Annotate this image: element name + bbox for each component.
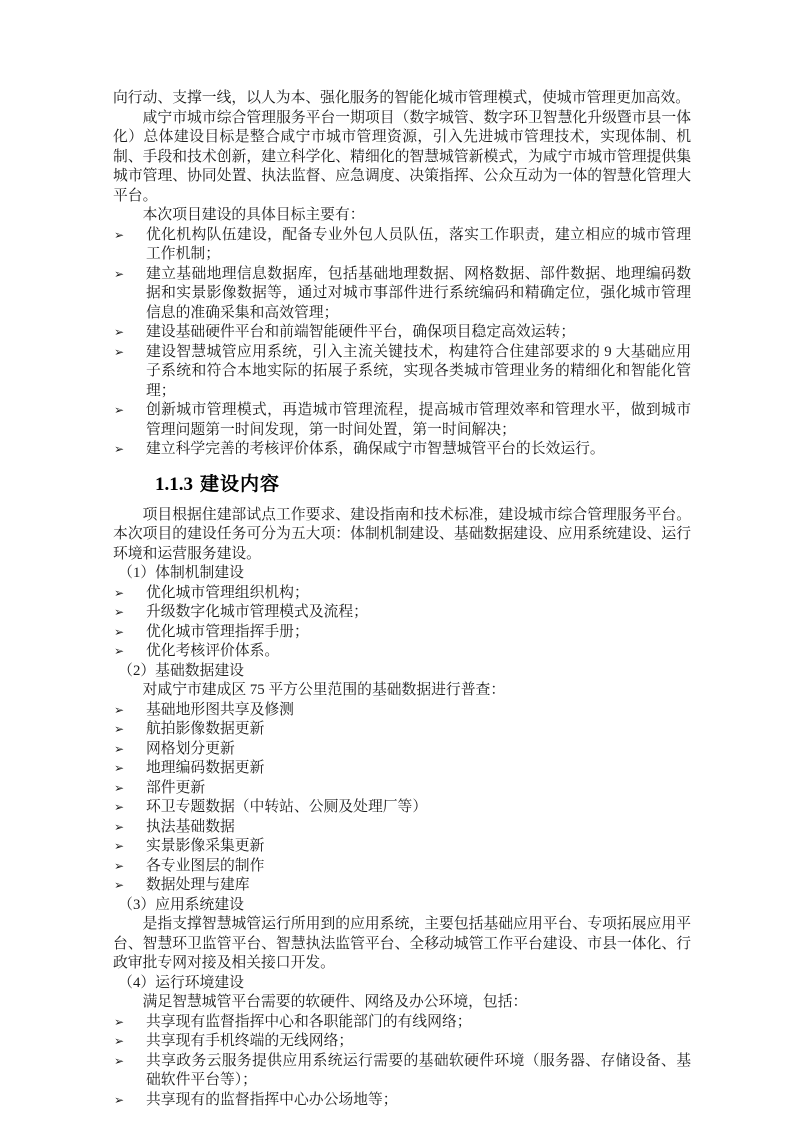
- list-item-text: 优化城市管理组织机构；: [146, 584, 309, 601]
- list-item: [113, 1013, 691, 1033]
- list-item: [113, 720, 691, 740]
- list-item: [113, 623, 691, 643]
- list-item-text: 优化城市管理指挥手册；: [146, 623, 309, 640]
- list-item-text: 建设智慧城管应用系统，引入主流关键技术，构建符合住建部要求的 9 大基础应用子系统和符合本地实际的拓展子系统，实现各类城市管理业务的精细化和智能化管理；: [146, 343, 691, 399]
- list-item: [113, 265, 691, 324]
- body-paragraph: 咸宁市城市综合管理服务平台一期项目（数字城管、数字环卫智慧化升级暨市县一体化）总体建设目标是整合咸宁市城市管理资源，引入先进城市管理技术，实现体制、机制、手段和技术创新，建立科学化、精细化的智慧城管新模式，为咸宁市城市管理提供集城市管理、协同处置、执法监督、应急调度、决策指挥、公众互动为一体的智慧化管理大平台。: [113, 109, 691, 204]
- list-item: [113, 740, 691, 760]
- body-paragraph: 向行动、支撑一线，以人为本、强化服务的智能化城市管理模式，使城市管理更加高效。: [113, 90, 691, 106]
- list-item-text: 共享现有的监督指挥中心办公场地等；: [146, 1091, 398, 1108]
- bullet-arrow-icon: ➢: [114, 722, 125, 736]
- bullet-arrow-icon: ➢: [114, 624, 125, 639]
- section-heading-number: 1.1.3: [155, 473, 193, 495]
- bullet-arrow-icon: ➢: [114, 819, 125, 834]
- list-item-text: 网格划分更新: [146, 740, 235, 757]
- list-item-text: 优化机构队伍建设，配备专业外包人员队伍，落实工作职责，建立相应的城市管理工作机制；: [146, 226, 691, 262]
- list-item: [113, 323, 691, 343]
- list-item-text: 实景影像采集更新: [146, 838, 265, 854]
- list-item-text: 航拍影像数据更新: [146, 721, 265, 737]
- subsection-label: （3）应用系统建设: [118, 896, 244, 913]
- list-item-text: 地理编码数据更新: [146, 760, 265, 776]
- list-item: [113, 1091, 691, 1111]
- body-paragraph: 本次项目建设的具体目标主要有：: [142, 207, 365, 223]
- list-item: [113, 701, 691, 721]
- section-heading-title: 建设内容: [200, 473, 281, 495]
- list-item: [113, 857, 691, 877]
- bullet-arrow-icon: ➢: [114, 761, 125, 775]
- list-item-text: 建设基础硬件平台和前端智能硬件平台，确保项目稳定高效运转；: [146, 324, 576, 340]
- list-item-text: 执法基础数据: [146, 818, 235, 835]
- bullet-arrow-icon: ➢: [114, 1092, 125, 1107]
- list-item-text: 创新城市管理模式，再造城市管理流程，提高城市管理效率和管理水平，做到城市管理问题第一时间发现，第一时间处置，第一时间解决；: [146, 402, 691, 438]
- bullet-arrow-icon: ➢: [114, 878, 125, 892]
- bullet-arrow-icon: ➢: [114, 780, 125, 795]
- list-item-text: 环卫专题数据（中转站、公厕及处理厂等）: [146, 799, 428, 815]
- list-item: [113, 818, 691, 838]
- list-item-text: 共享政务云服务提供应用系统运行需要的基础软硬件环境（服务器、存储设备、基础软件平台等）；: [146, 1052, 691, 1088]
- bullet-arrow-icon: ➢: [114, 741, 125, 756]
- list-item-text: 各专业图层的制作: [146, 857, 265, 874]
- list-item-text: 数据处理与建库: [146, 877, 250, 893]
- bullet-arrow-icon: ➢: [114, 344, 125, 359]
- bullet-arrow-icon: ➢: [114, 1014, 125, 1029]
- bullet-arrow-icon: ➢: [114, 442, 125, 456]
- list-item-text: 部件更新: [146, 779, 206, 796]
- bullet-arrow-icon: ➢: [114, 702, 125, 717]
- bullet-arrow-icon: ➢: [114, 858, 125, 873]
- list-item-text: 优化考核评价体系。: [146, 643, 280, 659]
- body-paragraph: 满足智慧城管平台需要的软硬件、网络及办公环境，包括：: [142, 994, 528, 1010]
- list-item: [113, 876, 691, 896]
- list-item: [113, 1032, 691, 1052]
- list-item: [113, 837, 691, 857]
- list-item: [113, 1052, 691, 1091]
- list-item: [113, 798, 691, 818]
- bullet-arrow-icon: ➢: [114, 585, 125, 600]
- bullet-arrow-icon: ➢: [114, 403, 125, 417]
- list-item: [113, 603, 691, 623]
- bullet-arrow-icon: ➢: [114, 800, 125, 814]
- bullet-arrow-icon: ➢: [114, 605, 125, 619]
- list-item-text: 共享现有手机终端的无线网络；: [146, 1033, 354, 1049]
- body-paragraph: 项目根据住建部试点工作要求、建设指南和技术标准，建设城市综合管理服务平台。本次项目的建设任务可分为五大项：体制机制建设、基础数据建设、应用系统建设、运行环境和运营服务建设。: [113, 506, 691, 562]
- list-item: [113, 401, 691, 440]
- bullet-arrow-icon: ➢: [114, 644, 125, 658]
- list-item: [113, 779, 691, 799]
- list-item: [113, 584, 691, 604]
- list-item-text: 共享现有监督指挥中心和各职能部门的有线网络；: [146, 1013, 472, 1030]
- bullet-arrow-icon: ➢: [114, 227, 125, 242]
- bullet-arrow-icon: ➢: [114, 839, 125, 853]
- list-item: [113, 226, 691, 265]
- list-item: [113, 343, 691, 402]
- section-heading: [155, 473, 691, 497]
- body-paragraph: 是指支撑智慧城管运行所用到的应用系统，主要包括基础应用平台、专项拓展应用平台、智慧环卫监管平台、智慧执法监管平台、全移动城管工作平台建设、市县一体化、行政审批专网对接及相关接口开发。: [113, 916, 691, 971]
- list-item: [113, 642, 691, 662]
- list-item-text: 建立科学完善的考核评价体系，确保咸宁市智慧城管平台的长效运行。: [146, 441, 605, 457]
- bullet-arrow-icon: ➢: [114, 1053, 125, 1068]
- bullet-arrow-icon: ➢: [114, 325, 125, 339]
- subsection-label: （1）体制机制建设: [118, 565, 244, 581]
- list-item: [113, 440, 691, 460]
- subsection-label: （2）基础数据建设: [118, 662, 244, 679]
- list-item-text: 建立基础地理信息数据库，包括基础地理数据、网格数据、部件数据、地理编码数据和实景影像数据等，通过对城市事部件进行系统编码和精确定位，强化城市管理信息的准确采集和高效管理；: [146, 265, 691, 321]
- list-item: [113, 759, 691, 779]
- bullet-arrow-icon: ➢: [114, 266, 125, 281]
- body-paragraph: 对咸宁市建成区 75 平方公里范围的基础数据进行普查：: [142, 682, 506, 698]
- subsection-label: （4）运行环境建设: [118, 974, 244, 991]
- list-item-text: 升级数字化城市管理模式及流程；: [146, 604, 368, 620]
- document-content: [113, 89, 691, 1110]
- list-item-text: 基础地形图共享及修测: [146, 701, 294, 718]
- bullet-arrow-icon: ➢: [114, 1034, 125, 1048]
